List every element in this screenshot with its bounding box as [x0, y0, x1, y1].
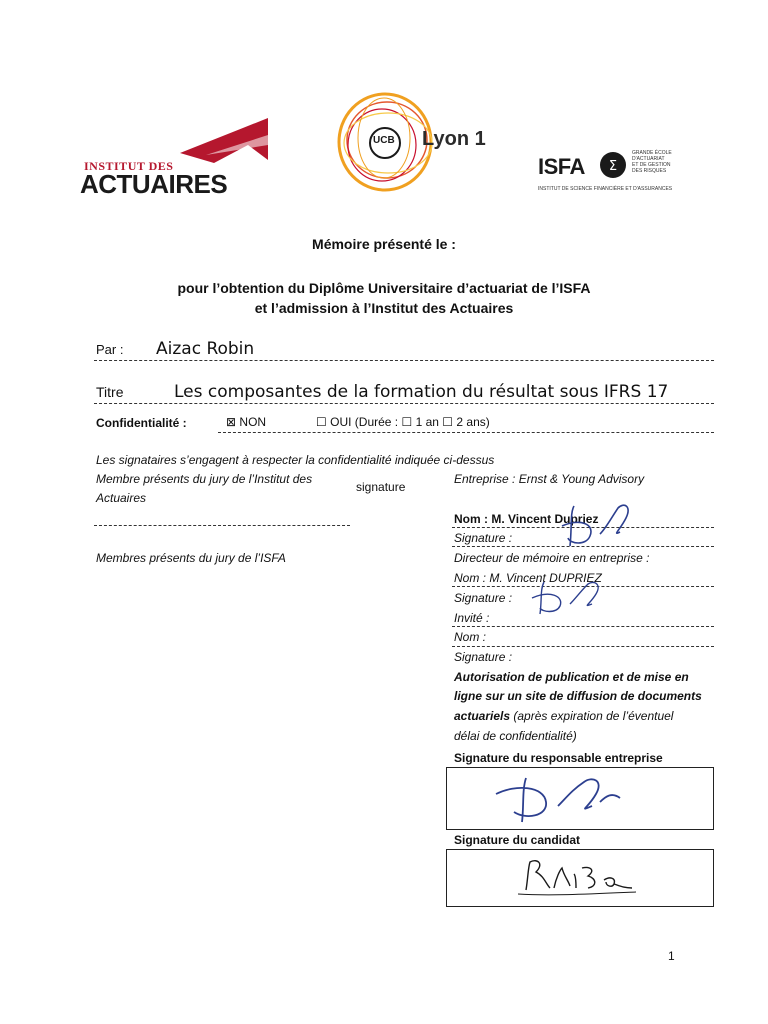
ucb-lyon1-logo [330, 88, 500, 198]
jury-ia-line2: Actuaires [96, 491, 147, 505]
conf-underline [218, 432, 714, 433]
memoire-heading: Mémoire présenté le : [312, 236, 456, 252]
signature-responsable [488, 772, 628, 826]
entreprise-label: Entreprise : Ernst & Young Advisory [454, 472, 645, 486]
autorisation-line4: délai de confidentialité) [454, 729, 577, 743]
isfa-subtitle: INSTITUT DE SCIENCE FINANCIÈRE ET D'ASSURANCES [538, 186, 673, 192]
jury-ia-line1: Membre présents du jury de l’Institut des [96, 472, 313, 486]
nom-dupriez-1: Nom : M. Vincent Dupriez [454, 512, 599, 526]
nom-dupriez-2: Nom : M. Vincent DUPRIEZ [454, 571, 602, 585]
checked-box-icon: ⊠ [226, 415, 237, 429]
isfa-logo [536, 148, 676, 198]
titre-label: Titre [96, 384, 124, 400]
autorisation-line1: Autorisation de publication et de mise en [454, 670, 689, 684]
institut-des-actuaires-logo [80, 115, 270, 200]
author-name: Aizac Robin [156, 339, 255, 359]
par-label: Par : [96, 342, 124, 357]
logo-left-line2: ACTUAIRES [80, 169, 228, 199]
autorisation-bold3: actuariels [454, 709, 511, 723]
titre-underline [94, 403, 714, 404]
signature-candidat [510, 854, 650, 900]
isfa-name: ISFA [538, 154, 585, 179]
empty-box-icon: ☐ [316, 415, 327, 429]
isfa-side-2: D'ACTUARIAT [632, 156, 665, 162]
autorisation-line3 [454, 709, 673, 723]
directeur-label: Directeur de mémoire en entreprise : [454, 551, 650, 565]
thesis-title: Les composantes de la formation du résultat sous IFRS 17 [174, 382, 669, 402]
rule-4 [452, 626, 714, 627]
confidentialite-label: Confidentialité : [96, 416, 187, 430]
sig-cand-label: Signature du candidat [454, 833, 581, 847]
isfa-emblem-icon [598, 150, 628, 180]
autorisation-line2: ligne sur un site de diffusion de documents [454, 689, 702, 703]
admission-line: et l’admission à l’Institut des Actuaires [254, 300, 514, 316]
nom-label-3: Nom : [454, 630, 487, 644]
isfa-side-3: ET DE GESTION [632, 162, 671, 168]
jury-ia-line [94, 525, 350, 526]
logo-left-line1: INSTITUT DES [84, 159, 174, 173]
signature-column-label: signature [356, 480, 406, 494]
invite-label: Invité : [454, 611, 490, 625]
signature-scribble-1 [540, 498, 640, 558]
conf-non-option[interactable] [226, 415, 266, 429]
isfa-side-1: GRANDE ÉCOLE [632, 150, 672, 156]
empty-box-icon: ☐ [401, 415, 413, 429]
signatories-note: Les signataires s’engagent à respecter la confidentialité indiquée ci-dessus [96, 453, 495, 467]
isfa-side-text [632, 150, 672, 174]
conf-1an-label: 1 an [415, 415, 439, 429]
conf-2ans-label: 2 ans) [456, 415, 490, 429]
par-underline [94, 360, 714, 361]
svg-text:Σ: Σ [608, 159, 618, 174]
signature-label-3: Signature : [454, 650, 513, 664]
empty-box-icon: ☐ [442, 415, 454, 429]
signature-label-2: Signature : [454, 591, 513, 605]
conf-oui-option[interactable] [316, 415, 490, 429]
lyon1-text: Lyon 1 [422, 128, 486, 150]
page-number: 1 [668, 949, 675, 963]
ucb-badge: UCB [373, 135, 395, 146]
autorisation-rest: (après expiration de l’éventuel [510, 709, 674, 723]
conf-non-label: NON [239, 415, 267, 429]
rule-5 [452, 646, 714, 647]
signature-label-1: Signature : [454, 531, 513, 545]
conf-oui-label: OUI (Durée : [330, 415, 399, 429]
jury-isfa-label: Membres présents du jury de l’ISFA [96, 551, 286, 565]
sig-resp-label: Signature du responsable entreprise [454, 751, 663, 765]
isfa-side-4: DES RISQUES [632, 168, 667, 174]
diploma-line: pour l’obtention du Diplôme Universitaire d’actuariat de l’ISFA [177, 280, 591, 296]
signature-scribble-2 [520, 578, 610, 618]
